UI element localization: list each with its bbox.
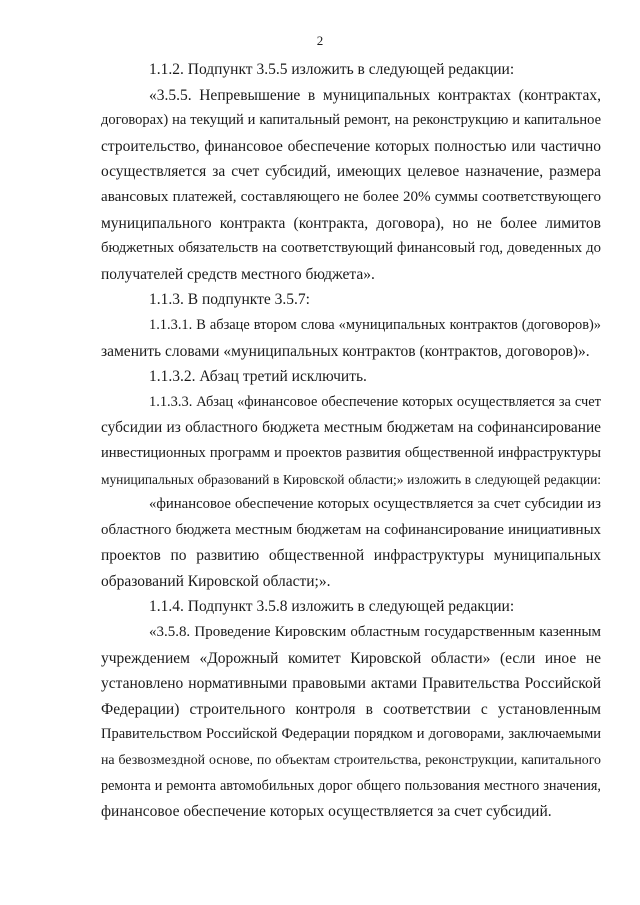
- text-line: авансовых платежей, составляющего не более 20% суммы соответствующего: [101, 188, 601, 205]
- text-line: ремонта и ремонта автомобильных дорог общего пользования местного значения,: [101, 777, 601, 794]
- text-line: Федерации) строительного контроля в соответствии с установленным: [101, 700, 601, 718]
- text-line: 1.1.3.1. В абзаце втором слова «муниципальных контрактов (договоров)»: [149, 316, 601, 333]
- text-line: заменить словами «муниципальных контрактов (контрактов, договоров)».: [101, 342, 590, 360]
- text-line: 1.1.3.3. Абзац «финансовое обеспечение которых осуществляется за счет: [149, 393, 601, 410]
- paragraph: [101, 492, 601, 594]
- text-line: «финансовое обеспечение которых осуществляется за счет субсидии из: [149, 496, 601, 513]
- paragraph: [101, 594, 601, 620]
- text-line: 1.1.3.2. Абзац третий исключить.: [149, 368, 367, 386]
- text-line: договорах) на текущий и капитальный ремонт, на реконструкцию и капитальное: [101, 112, 601, 129]
- text-line: областного бюджета местным бюджетам на софинансирование инициативных: [101, 521, 601, 538]
- paragraph: [101, 620, 601, 825]
- paragraph: [101, 390, 601, 492]
- text-line: 1.1.4. Подпункт 3.5.8 изложить в следующей редакции:: [149, 598, 515, 616]
- text-line: проектов по развитию общественной инфраструктуры муниципальных: [101, 547, 601, 565]
- text-line: получателей средств местного бюджета».: [101, 265, 375, 283]
- paragraph: [101, 287, 601, 313]
- paragraph: [101, 57, 601, 83]
- text-line: муниципальных образований в Кировской области;» изложить в следующей редакции:: [101, 471, 601, 487]
- page-number: 2: [316, 33, 324, 48]
- text-line: муниципального контракта (контракта, договора), но не более лимитов: [101, 214, 601, 232]
- text-line: «3.5.5. Непревышение в муниципальных контрактах (контрактах,: [149, 86, 601, 104]
- paragraph: [101, 83, 601, 288]
- text-line: 1.1.3. В подпункте 3.5.7:: [149, 291, 310, 309]
- text-line: осуществляется за счет субсидий, имеющих целевое назначение, размера: [101, 163, 601, 181]
- text-line: образований Кировской области;».: [101, 572, 331, 590]
- text-line: на безвозмездной основе, по объектам строительства, реконструкции, капитального: [101, 753, 601, 769]
- text-line: «3.5.8. Проведение Кировским областным государственным казенным: [149, 624, 601, 641]
- text-line: учреждением «Дорожный комитет Кировской области» (если иное не: [101, 649, 601, 667]
- text-line: 1.1.2. Подпункт 3.5.5 изложить в следующей редакции:: [149, 61, 515, 78]
- text-line: установлено нормативными правовыми актами Правительства Российской: [101, 675, 601, 693]
- paragraph: [101, 313, 601, 364]
- text-line: строительство, финансовое обеспечение которых полностью или частично: [101, 137, 601, 155]
- text-line: бюджетных обязательств на соответствующий финансовый год, доведенных до: [101, 240, 601, 257]
- text-line: инвестиционных программ и проектов развития общественной инфраструктуры: [101, 444, 601, 461]
- text-line: субсидии из областного бюджета местным бюджетам на софинансирование: [101, 419, 601, 437]
- text-line: финансовое обеспечение которых осуществляется за счет субсидий.: [101, 803, 552, 821]
- paragraph: [101, 364, 601, 390]
- text-line: Правительством Российской Федерации порядком и договорами, заключаемыми: [101, 726, 601, 743]
- document-body: [101, 57, 601, 825]
